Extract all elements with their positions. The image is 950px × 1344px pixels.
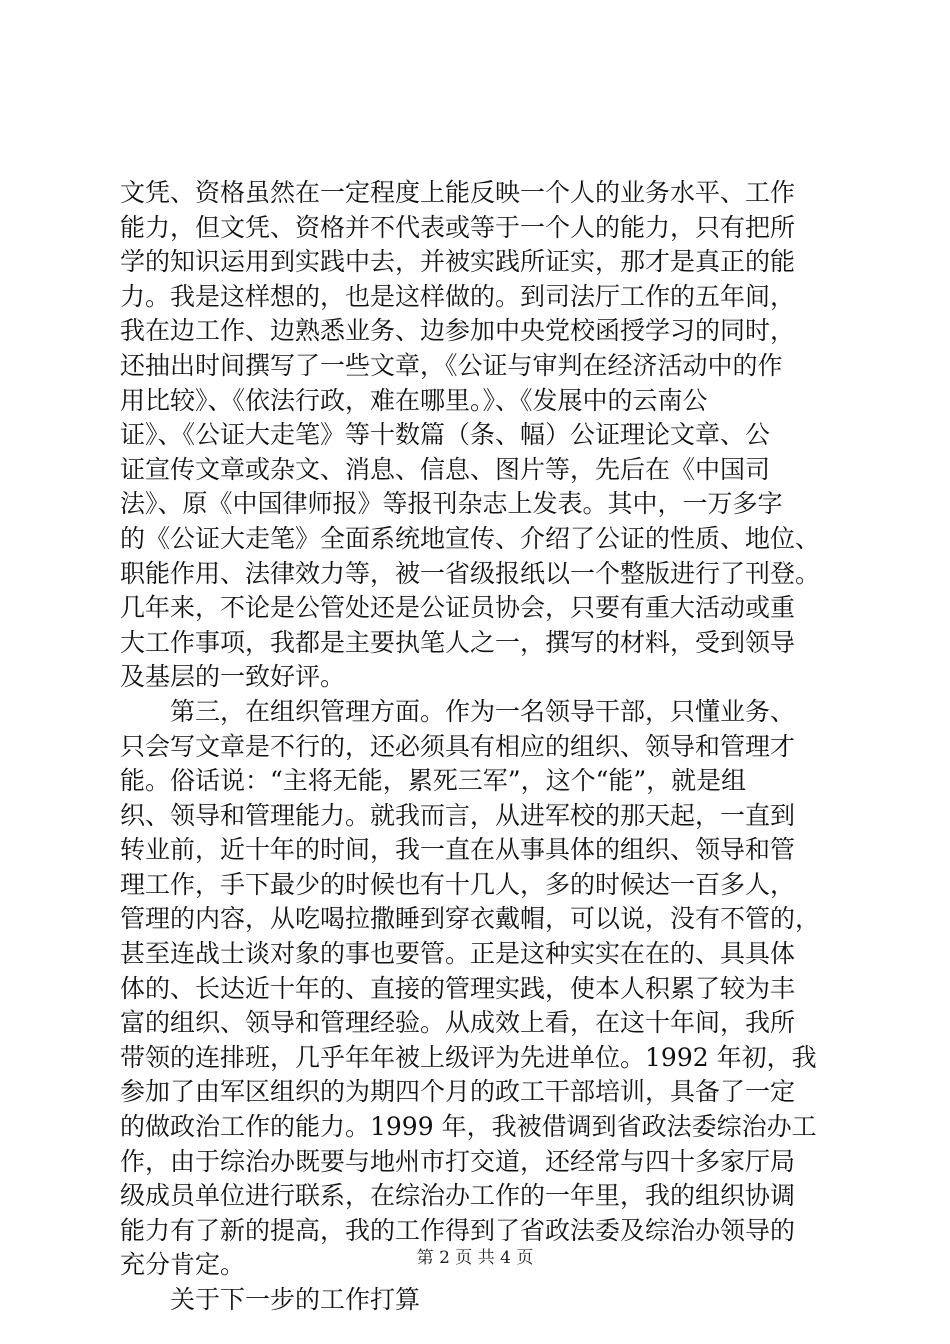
text-line: 管理的内容，从吃喝拉撒睡到穿衣戴帽，可以说，没有不管的， bbox=[120, 904, 821, 934]
text-line: 体的、长达近十年的、直接的管理实践，使本人积累了较为丰 bbox=[120, 973, 796, 1003]
text-line: 的做政治工作的能力。1999 年，我被借调到省政法委综治办工 bbox=[120, 1112, 817, 1142]
text-line: 用比较》、《依法行政，难在哪里。》、《发展中的云南公 bbox=[120, 385, 708, 415]
text-line: 证宣传文章或杂文、消息、信息、图片等，先后在《中国司 bbox=[120, 454, 771, 484]
text-line: 能力有了新的提高，我的工作得到了省政法委及综治办领导的 bbox=[120, 1215, 796, 1245]
text-line: 作，由于综治办既要与地州市打交道，还经常与四十多家厅局 bbox=[120, 1146, 796, 1176]
text-line: 力。我是这样想的，也是这样做的。到司法厅工作的五年间， bbox=[120, 281, 796, 311]
text-line: 甚至连战士谈对象的事也要管。正是这种实实在在的、具具体 bbox=[120, 939, 796, 969]
text-line: 职能作用、法律效力等，被一省级报纸以一个整版进行了刊登。 bbox=[120, 558, 821, 588]
text-line: 还抽出时间撰写了一些文章，《公证与审判在经济活动中的作 bbox=[120, 350, 783, 380]
text-line: 参加了由军区组织的为期四个月的政工干部培训，具备了一定 bbox=[120, 1077, 796, 1107]
text-line: 带领的连排班，几乎年年被上级评为先进单位。1992 年初，我 bbox=[120, 1042, 817, 1072]
text-line: 法》、原《中国律师报》等报刊杂志上发表。其中，一万多字 bbox=[120, 489, 783, 519]
text-line: 能力，但文凭、资格并不代表或等于一个人的能力，只有把所 bbox=[120, 212, 796, 242]
text-line: 级成员单位进行联系，在综治办工作的一年里，我的组织协调 bbox=[120, 1181, 796, 1211]
text-line: 我在边工作、边熟悉业务、边参加中央党校函授学习的同时， bbox=[120, 316, 796, 346]
text-line: 几年来，不论是公管处还是公证员协会，只要有重大活动或重 bbox=[120, 593, 796, 623]
text-line: 学的知识运用到实践中去，并被实践所证实，那才是真正的能 bbox=[120, 247, 796, 277]
document-body bbox=[120, 176, 840, 1318]
text-line: 文凭、资格虽然在一定程度上能反映一个人的业务水平、工作 bbox=[120, 178, 796, 207]
paragraph-start-line: 第三，在组织管理方面。作为一名领导干部，只懂业务、 bbox=[170, 696, 796, 726]
text-line: 及基层的一致好评。 bbox=[120, 662, 346, 692]
page-number-footer: 第 2 页 共 4 页 bbox=[416, 1248, 534, 1268]
text-line: 的《公证大走笔》全面系统地宣传、介绍了公证的性质、地位、 bbox=[120, 523, 821, 553]
text-line: 转业前，近十年的时间，我一直在从事具体的组织、领导和管 bbox=[120, 835, 796, 865]
text-line: 证》、《公证大走笔》等十数篇（条、幅）公证理论文章、公 bbox=[120, 420, 771, 450]
text-line: 富的组织、领导和管理经验。从成效上看，在这十年间，我所 bbox=[120, 1008, 796, 1038]
text-line: 充分肯定。 bbox=[120, 1250, 246, 1280]
text-line: 大工作事项，我都是主要执笔人之一，撰写的材料，受到领导 bbox=[120, 627, 796, 657]
section-heading: 关于下一步的工作打算 bbox=[170, 1285, 421, 1314]
text-line: 能。俗话说：“主将无能，累死三军”，这个“能”，就是组 bbox=[120, 766, 747, 796]
text-line: 织、领导和管理能力。就我而言，从进军校的那天起，一直到 bbox=[120, 800, 796, 830]
text-line: 理工作，手下最少的时候也有十几人，多的时候达一百多人， bbox=[120, 869, 796, 899]
text-line: 只会写文章是不行的，还必须具有相应的组织、领导和管理才 bbox=[120, 731, 796, 761]
